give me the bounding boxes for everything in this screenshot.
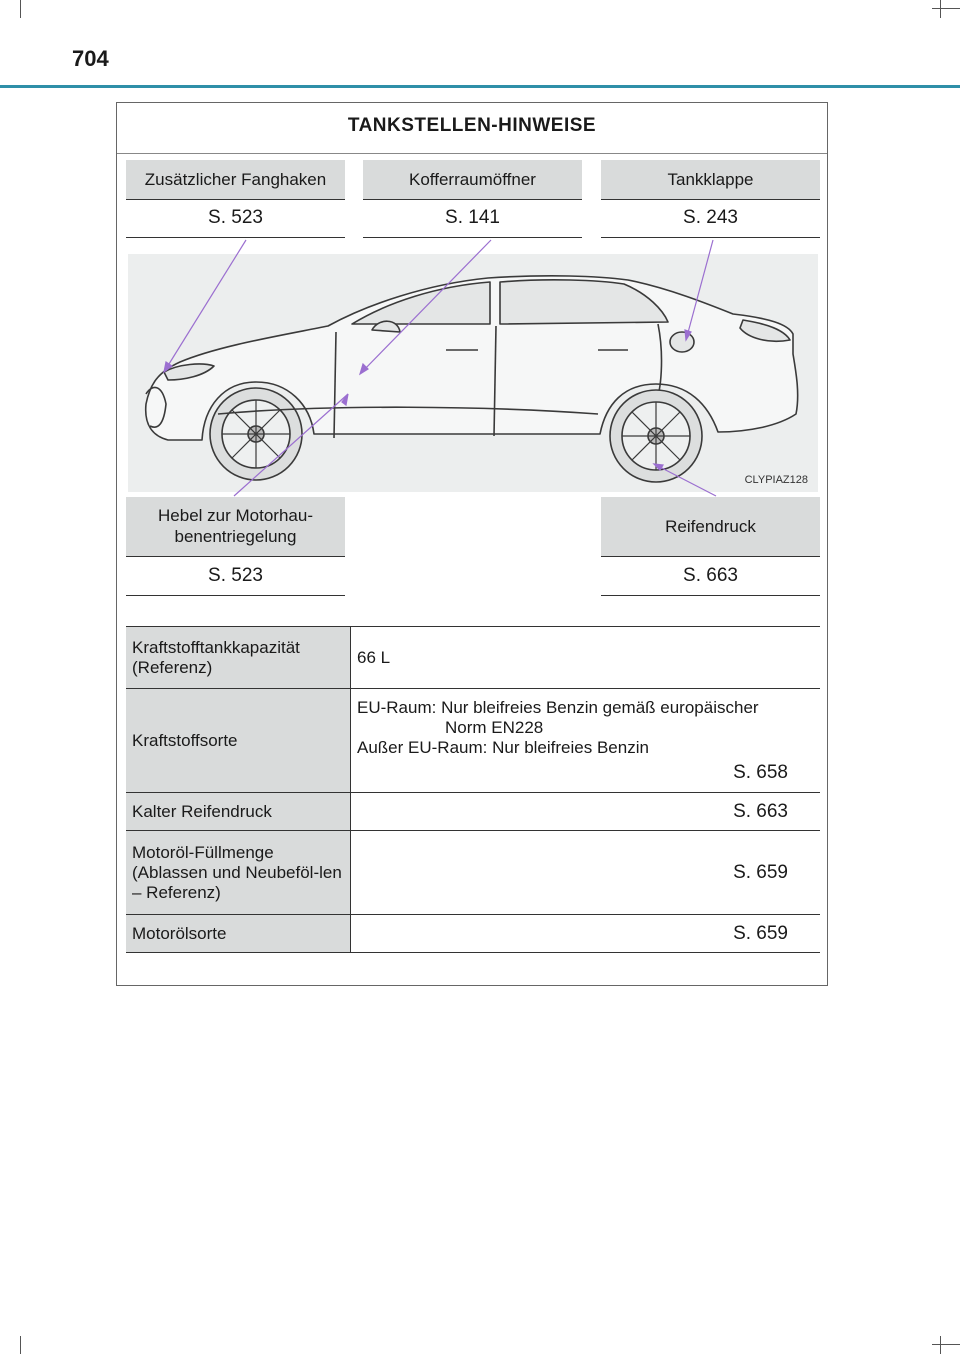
callout-page-hood-hook[interactable]: S. 523 [126,200,345,238]
page-number: 704 [72,46,109,71]
fuel-line-eu: EU-Raum: Nur bleifreies Benzin gemäß europäischer [357,697,759,717]
table-row [126,627,820,689]
spec-page-ref[interactable]: S. 659 [351,831,821,915]
spec-value: 66 L [351,627,821,689]
fuel-line-non-eu: Außer EU-Raum: Nur bleifreies Benzin [357,737,649,757]
callout-page-hood-lever[interactable]: S. 523 [126,557,345,596]
spec-page-ref[interactable]: S. 659 [351,915,821,953]
specs-table [126,626,820,953]
spec-label: Motoröl-Füllmenge (Ablassen und Neubeföl-len – Referenz) [126,831,351,915]
callout-label-tire-pressure: Reifendruck [601,497,820,557]
illustration-code: CLYPIAZ128 [744,474,808,486]
callout-label-fuel-door: Tankklappe [601,160,820,200]
spec-label: Motorölsorte [126,915,351,953]
fuel-line-norm: Norm EN228 [445,717,544,737]
spec-page-ref[interactable]: S. 658 [733,761,788,783]
spec-label: Kraftstoffsorte [126,689,351,793]
callout-label-hood-hook: Zusätzlicher Fanghaken [126,160,345,200]
table-row [126,793,820,831]
table-row [126,831,820,915]
table-row [126,689,820,793]
spec-label: Kraftstofftankkapazität (Referenz) [126,627,351,689]
table-row [126,915,820,953]
spec-label: Kalter Reifendruck [126,793,351,831]
spec-value [351,689,821,793]
callout-page-tire-pressure[interactable]: S. 663 [601,557,820,596]
callout-page-fuel-door[interactable]: S. 243 [601,200,820,238]
callout-label-trunk-opener: Kofferraumöffner [363,160,582,200]
spec-page-ref[interactable]: S. 663 [351,793,821,831]
callout-label-hood-lever: Hebel zur Motorhau- benentriegelung [126,497,345,557]
callout-page-trunk-opener[interactable]: S. 141 [363,200,582,238]
section-title: TANKSTELLEN-HINWEISE [347,115,597,136]
